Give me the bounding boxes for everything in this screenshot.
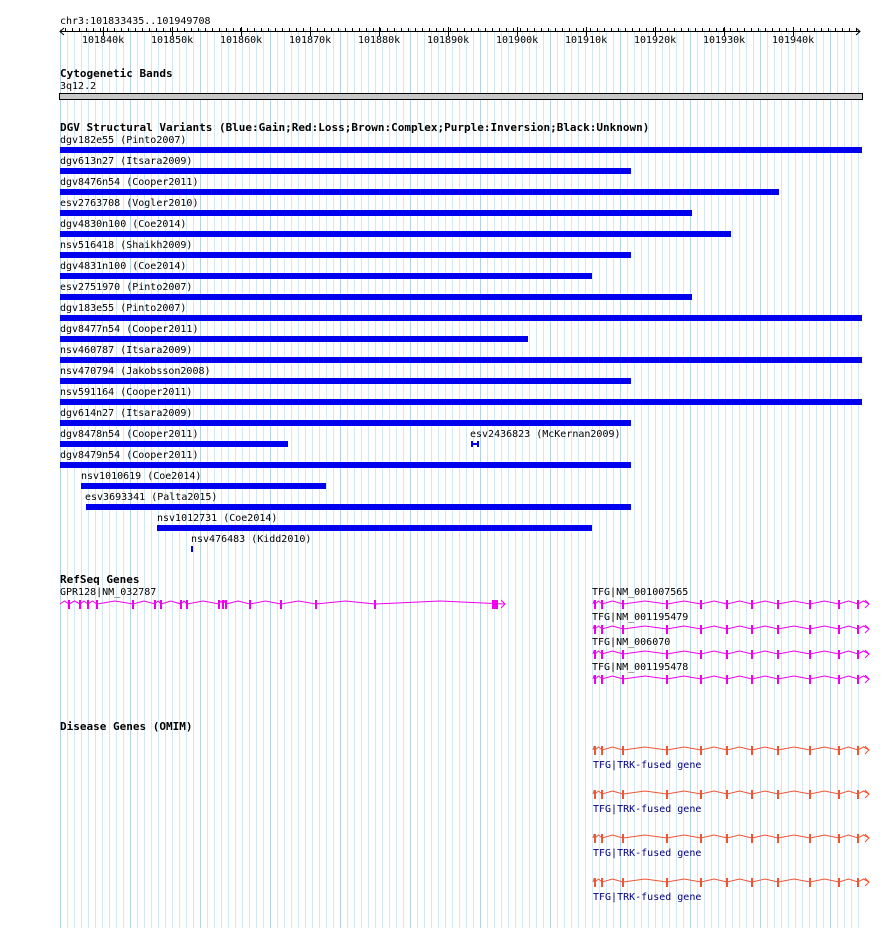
omim-track-title: Disease Genes (OMIM)	[60, 720, 193, 733]
dgv-variant-bar[interactable]	[60, 336, 528, 342]
ruler-tick-label: 101940k	[772, 35, 815, 46]
omim-gene-glyph[interactable]	[0, 875, 890, 889]
cytoband-track-title: Cytogenetic Bands	[60, 67, 173, 80]
dgv-variant-label: nsv460787 (Itsara2009)	[60, 345, 193, 356]
dgv-variant-bar[interactable]	[86, 504, 631, 510]
ruler-tick-label: 101930k	[703, 35, 746, 46]
dgv-variant-label: esv2763708 (Vogler2010)	[60, 198, 199, 209]
ruler-tick-label: 101870k	[289, 35, 332, 46]
ruler-tick-label: 101900k	[496, 35, 539, 46]
dgv-variant-label: dgv8478n54 (Cooper2011)	[60, 429, 199, 440]
dgv-variant-label: esv3693341 (Palta2015)	[85, 492, 218, 503]
dgv-variant-bar[interactable]	[60, 210, 692, 216]
dgv-variant-bar[interactable]	[60, 231, 731, 237]
dgv-variant-bar[interactable]	[60, 147, 862, 153]
dgv-variant-label: dgv614n27 (Itsara2009)	[60, 408, 193, 419]
dgv-variant-bar[interactable]	[60, 357, 862, 363]
dgv-variant-bar[interactable]	[60, 189, 779, 195]
ruler-range-label: chr3:101833435..101949708	[60, 16, 211, 27]
refseq-track-title: RefSeq Genes	[60, 573, 140, 586]
dgv-variant-label: dgv183e55 (Pinto2007)	[60, 303, 187, 314]
omim-gene-label: TFG|TRK-fused gene	[593, 848, 702, 859]
dgv-variant-label: nsv476483 (Kidd2010)	[191, 534, 312, 545]
refseq-gene-glyph[interactable]	[0, 622, 890, 636]
dgv-variant-label: esv2751970 (Pinto2007)	[60, 282, 193, 293]
dgv-variant-bar[interactable]	[471, 441, 481, 449]
refseq-gene-label: GPR128|NM_032787	[60, 587, 157, 598]
dgv-variant-label: dgv4830n100 (Coe2014)	[60, 219, 187, 230]
refseq-gene-label: TFG|NM_006070	[592, 637, 671, 648]
dgv-variant-label: dgv8479n54 (Cooper2011)	[60, 450, 199, 461]
dgv-variant-bar[interactable]	[60, 462, 631, 468]
refseq-gene-label: TFG|NM_001195478	[592, 662, 689, 673]
refseq-gene-glyph[interactable]	[0, 672, 890, 686]
dgv-variant-bar[interactable]	[60, 168, 631, 174]
dgv-variant-label: nsv470794 (Jakobsson2008)	[60, 366, 211, 377]
dgv-variant-label: dgv8477n54 (Cooper2011)	[60, 324, 199, 335]
dgv-variant-bar[interactable]	[60, 294, 692, 300]
cytoband-bar[interactable]	[59, 93, 863, 100]
dgv-variant-label: dgv4831n100 (Coe2014)	[60, 261, 187, 272]
omim-gene-glyph[interactable]	[0, 831, 890, 845]
dgv-variant-bar[interactable]	[60, 315, 862, 321]
refseq-gene-glyph[interactable]	[0, 597, 890, 611]
dgv-variant-bar[interactable]	[60, 441, 288, 447]
dgv-variant-bar[interactable]	[60, 399, 862, 405]
cytoband-label: 3q12.2	[60, 81, 97, 92]
refseq-gene-label: TFG|NM_001007565	[592, 587, 689, 598]
ruler-tick-label: 101910k	[565, 35, 608, 46]
ruler-tick-label: 101860k	[220, 35, 263, 46]
ruler-tick-label: 101880k	[358, 35, 401, 46]
omim-gene-glyph[interactable]	[0, 787, 890, 801]
dgv-variant-label: dgv182e55 (Pinto2007)	[60, 135, 187, 146]
dgv-variant-bar[interactable]	[60, 378, 631, 384]
dgv-variant-bar[interactable]	[191, 546, 193, 552]
dgv-variant-bar[interactable]	[81, 483, 326, 489]
dgv-variant-label: esv2436823 (McKernan2009)	[470, 429, 621, 440]
dgv-variant-bar[interactable]	[60, 273, 592, 279]
omim-gene-label: TFG|TRK-fused gene	[593, 892, 702, 903]
ruler-tick-label: 101890k	[427, 35, 470, 46]
dgv-variant-label: dgv8476n54 (Cooper2011)	[60, 177, 199, 188]
omim-gene-glyph[interactable]	[0, 743, 890, 757]
dgv-variant-label: nsv591164 (Cooper2011)	[60, 387, 193, 398]
omim-gene-label: TFG|TRK-fused gene	[593, 760, 702, 771]
dgv-variant-label: nsv1012731 (Coe2014)	[157, 513, 278, 524]
refseq-gene-label: TFG|NM_001195479	[592, 612, 689, 623]
ruler-tick-label: 101850k	[151, 35, 194, 46]
dgv-variant-bar[interactable]	[157, 525, 592, 531]
dgv-variant-label: nsv1010619 (Coe2014)	[81, 471, 202, 482]
dgv-variant-label: nsv516418 (Shaikh2009)	[60, 240, 193, 251]
dgv-variant-bar[interactable]	[60, 252, 631, 258]
omim-gene-label: TFG|TRK-fused gene	[593, 804, 702, 815]
dgv-track-title: DGV Structural Variants (Blue:Gain;Red:Loss;Brown:Complex;Purple:Inversion;Black:Unknown)	[60, 121, 650, 134]
ruler-tick-label: 101840k	[82, 35, 125, 46]
refseq-gene-glyph[interactable]	[0, 647, 890, 661]
dgv-variant-bar[interactable]	[60, 420, 631, 426]
dgv-variant-label: dgv613n27 (Itsara2009)	[60, 156, 193, 167]
ruler-tick-label: 101920k	[634, 35, 677, 46]
